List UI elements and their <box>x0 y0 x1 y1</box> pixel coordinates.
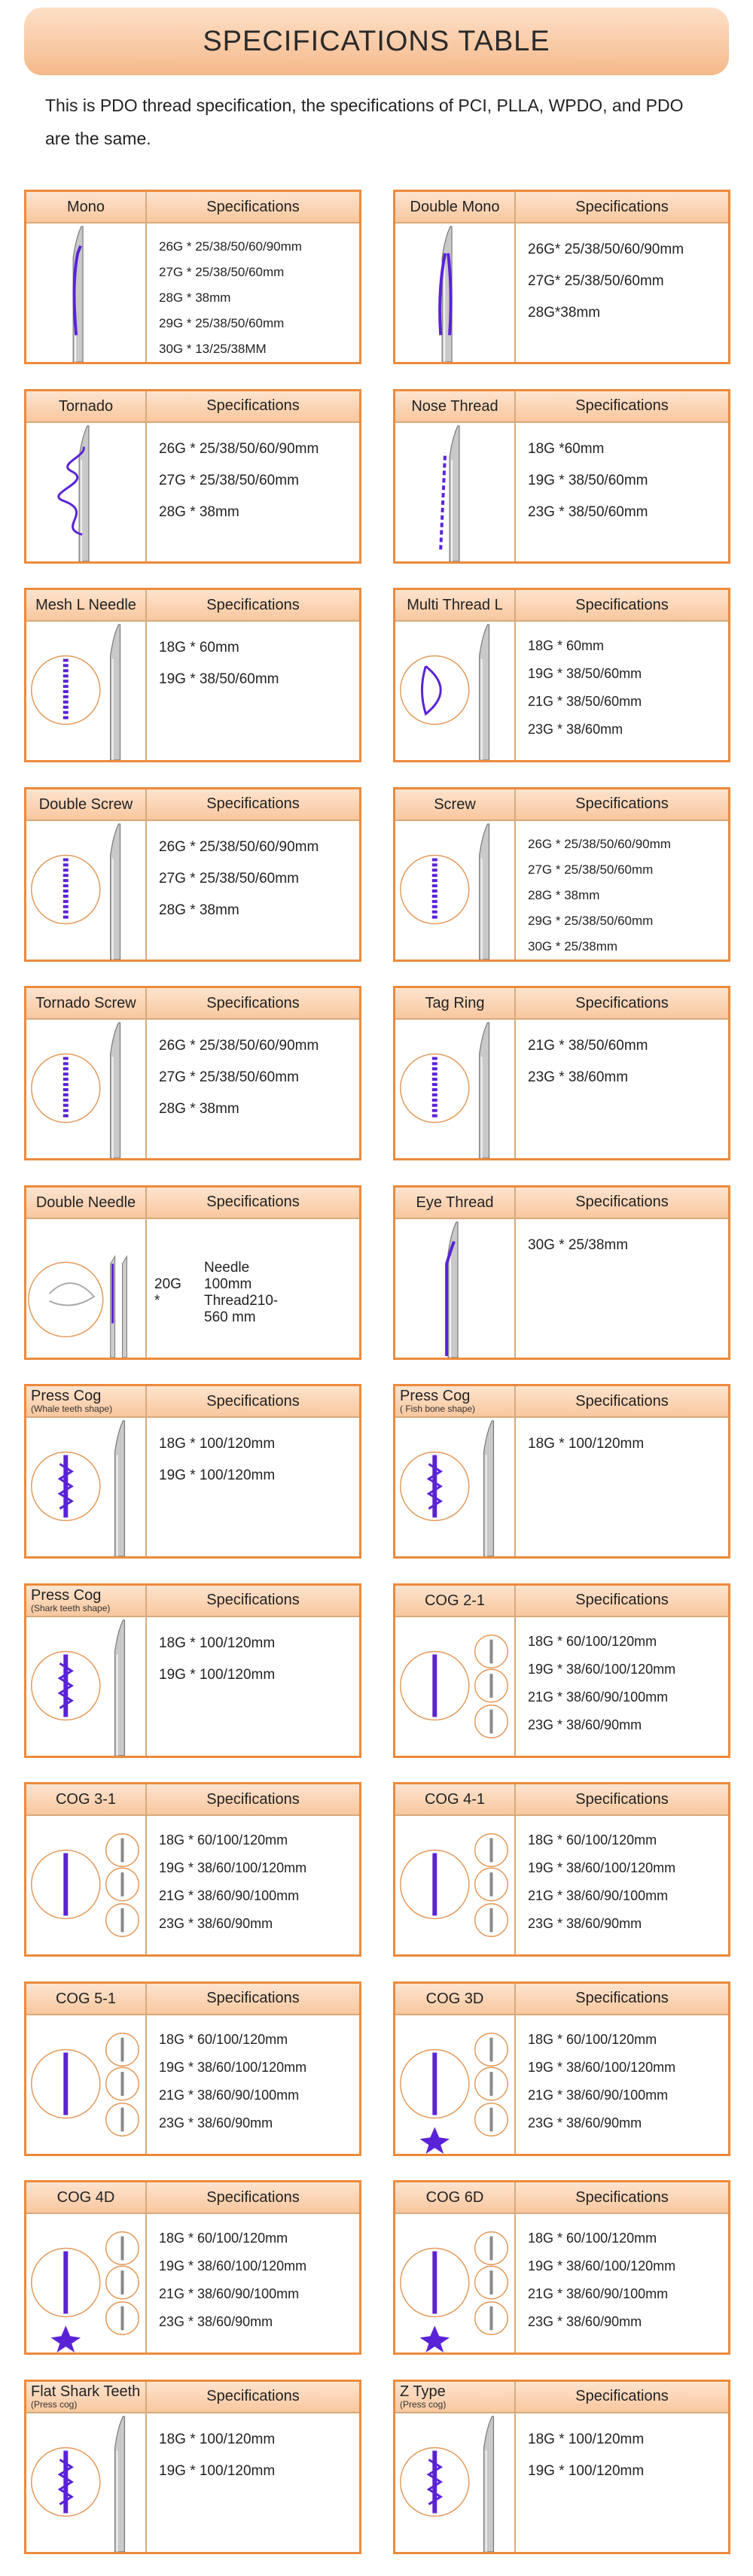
product-name: Multi Thread L <box>407 597 503 613</box>
spec-row: 19G * 100/120mm <box>159 1467 276 1483</box>
spec-rows <box>528 632 724 744</box>
spec-row: 28G * 38mm <box>528 887 600 902</box>
spec-row: 27G * 25/38/50/60mm <box>528 862 654 877</box>
spec-row: 27G * 25/38/50/60mm <box>159 472 299 488</box>
spec-row: 26G * 25/38/50/60/90mm <box>159 440 319 457</box>
product-image-cell <box>395 1020 516 1158</box>
spec-rows <box>528 1030 724 1093</box>
thread-illustration <box>395 1219 514 1358</box>
spec-card <box>393 2380 730 2554</box>
spec-row: 27G* 25/38/50/60mm <box>528 273 664 289</box>
page-title: SPECIFICATIONS TABLE <box>203 25 550 57</box>
product-subtitle: (Shark teeth shape) <box>31 1602 111 1613</box>
product-name: Press Cog <box>31 1586 102 1604</box>
product-image-cell <box>395 423 516 561</box>
thread-illustration <box>395 1020 514 1158</box>
spec-row: 18G * 60/100/120mm <box>159 2231 288 2246</box>
spec-card <box>393 1384 730 1559</box>
spec-row: 21G * 38/60/90/100mm <box>159 1888 300 1903</box>
thread-illustration <box>395 622 514 760</box>
spec-row: 23G * 38/60/90mm <box>528 2115 642 2130</box>
product-name-cell <box>395 391 516 423</box>
specifications-header: Specifications <box>516 789 728 821</box>
spec-row: 28G*38mm <box>528 305 601 321</box>
specifications-header: Specifications <box>147 789 359 821</box>
specifications-header: Specifications <box>516 1188 728 1219</box>
spec-rows <box>528 1428 724 1460</box>
specifications-header: Specifications <box>516 2382 728 2413</box>
thread-illustration <box>26 1219 145 1358</box>
product-name-cell <box>395 1586 516 1617</box>
spec-rows <box>528 1230 724 1261</box>
product-name: Double Needle <box>35 1194 136 1211</box>
spec-row: 18G * 60mm <box>159 640 239 655</box>
product-name: Flat Shark Teeth <box>31 2383 141 2400</box>
product-image-cell <box>26 2214 147 2352</box>
product-image-cell <box>26 2413 147 2552</box>
product-name: COG 3-1 <box>55 1791 117 1808</box>
product-name: COG 6D <box>425 2189 484 2206</box>
spec-row: 18G * 100/120mm <box>159 1436 276 1452</box>
specifications-header: Specifications <box>516 1386 728 1418</box>
specifications-header: Specifications <box>147 391 359 423</box>
specifications-header: Specifications <box>516 391 728 423</box>
specifications-header: Specifications <box>516 590 728 622</box>
spec-card <box>393 1185 730 1360</box>
product-image-cell <box>395 821 516 960</box>
spec-row: 23G * 38/60/90mm <box>159 2314 273 2329</box>
spec-card <box>24 787 361 962</box>
spec-row: 18G * 100/120mm <box>159 1635 276 1651</box>
product-name: Double Screw <box>38 795 133 813</box>
spec-row: 18G * 100/120mm <box>528 2431 645 2447</box>
spec-row: 21G * 38/60/90/100mm <box>528 2286 669 2301</box>
product-name-cell <box>26 1984 147 2015</box>
product-image-cell <box>395 2413 516 2552</box>
product-name-cell <box>26 1188 147 1219</box>
spec-row: 23G * 38/60/90mm <box>159 1916 273 1931</box>
product-name-cell <box>395 1386 516 1418</box>
spec-rows <box>159 1030 355 1125</box>
thread-illustration <box>395 2413 514 2552</box>
product-image-cell <box>395 2214 516 2352</box>
product-image-cell <box>26 1418 147 1556</box>
spec-row: 18G * 60/100/120mm <box>159 2031 288 2047</box>
thread-illustration <box>395 1418 514 1556</box>
spec-row: 19G * 38/60/100/120mm <box>528 2258 676 2273</box>
spec-row: 26G * 25/38/50/60/90mm <box>159 838 319 855</box>
specifications-header: Specifications <box>147 1586 359 1617</box>
spec-rows <box>159 832 355 926</box>
specifications-header: Specifications <box>516 1984 728 2015</box>
spec-row: 21G * 38/60/90/100mm <box>528 1888 669 1903</box>
thread-illustration <box>26 2015 145 2154</box>
product-name: Press Cog <box>400 1388 471 1404</box>
specifications-header: Specifications <box>516 192 728 224</box>
product-name-cell <box>26 988 147 1020</box>
spec-row: 23G * 38/50/60mm <box>528 503 648 520</box>
product-subtitle: (Press cog) <box>31 2398 78 2410</box>
spec-card <box>24 1384 361 1559</box>
product-name: COG 5-1 <box>55 1990 117 2007</box>
product-name-cell <box>395 1784 516 1816</box>
spec-row: 19G * 100/120mm <box>528 2462 645 2479</box>
spec-row: 19G * 38/60/100/120mm <box>528 1860 676 1875</box>
spec-row: 30G * 25/38mm <box>528 938 618 953</box>
spec-row: 19G * 38/60/100/120mm <box>159 2059 307 2075</box>
product-subtitle: (Whale teeth shape) <box>31 1404 113 1414</box>
product-name-cell <box>395 1188 516 1219</box>
spec-card <box>24 389 361 564</box>
product-image-cell <box>26 821 147 960</box>
spec-card <box>24 190 361 364</box>
spec-rows <box>159 2225 355 2336</box>
specifications-header: Specifications <box>147 2182 359 2214</box>
spec-card <box>393 1583 730 1758</box>
spec-row: 18G * 60/100/120mm <box>528 2231 657 2246</box>
product-name: Press Cog <box>31 1388 102 1404</box>
spec-row: 18G * 60/100/120mm <box>159 1832 288 1848</box>
spec-row: 26G * 25/38/50/60/90mm <box>159 1038 319 1054</box>
spec-rows <box>159 433 355 528</box>
spec-row: Needle 100mm <box>204 1259 252 1292</box>
spec-row: 19G * 38/60/100/120mm <box>528 1661 676 1677</box>
spec-row: 28G * 38mm <box>159 290 231 305</box>
spec-rows <box>528 2424 724 2487</box>
intro-text: This is PDO thread specification, the specifications of PCI, PLLA, WPDO, and PDO are the same. <box>45 96 684 148</box>
thread-illustration <box>26 622 145 760</box>
product-name: Z Type <box>400 2383 446 2400</box>
thread-illustration <box>26 1020 145 1158</box>
spec-row: Thread210-560 mm <box>204 1292 279 1325</box>
product-name-cell <box>26 1386 147 1418</box>
product-name: Screw <box>434 795 476 813</box>
product-name: COG 4-1 <box>424 1791 486 1808</box>
spec-row: 19G * 38/60/100/120mm <box>528 2059 676 2075</box>
spec-rows <box>528 433 724 528</box>
product-name-cell <box>395 2182 516 2214</box>
spec-row: 18G * 100/120mm <box>528 1436 645 1452</box>
spec-row: 23G * 38/60/90mm <box>528 1916 642 1931</box>
product-subtitle: (Press cog) <box>400 2398 447 2410</box>
spec-rows <box>159 1428 355 1492</box>
spec-row: 29G * 25/38/50/60mm <box>528 913 654 928</box>
spec-card <box>393 2180 730 2355</box>
spec-card <box>24 1583 361 1758</box>
thread-illustration <box>26 2413 145 2552</box>
spec-card <box>393 1981 730 2156</box>
product-image-cell <box>395 1617 516 1756</box>
product-name: COG 4D <box>56 2189 115 2206</box>
specifications-header: Specifications <box>147 988 359 1020</box>
thread-illustration <box>395 821 514 960</box>
title-banner <box>24 8 729 75</box>
product-name: COG 3D <box>425 1990 484 2007</box>
spec-row: 18G * 60/100/120mm <box>528 2031 657 2047</box>
product-image-cell <box>395 2015 516 2154</box>
thread-illustration <box>395 224 514 362</box>
spec-row: 23G * 38/60/90mm <box>528 2314 642 2329</box>
product-image-cell <box>26 1219 147 1358</box>
spec-rows <box>159 2424 355 2487</box>
spec-row: 19G * 38/50/60mm <box>528 472 648 488</box>
specifications-header: Specifications <box>147 2382 359 2413</box>
product-name: Mesh L Needle <box>35 597 136 613</box>
spec-row: 29G * 25/38/50/60mm <box>159 316 285 330</box>
product-image-cell <box>395 622 516 760</box>
spec-card <box>393 190 730 364</box>
spec-rows <box>528 234 724 329</box>
spec-card <box>24 588 361 762</box>
product-name-cell <box>395 2382 516 2413</box>
spec-card <box>393 389 730 564</box>
thread-illustration <box>26 821 145 960</box>
spec-card <box>24 1981 361 2156</box>
product-image-cell <box>26 423 147 561</box>
spec-rows <box>159 234 355 362</box>
product-subtitle: ( Fish bone shape) <box>400 1404 476 1414</box>
spec-card <box>24 1782 361 1957</box>
product-name: Tornado <box>58 397 114 415</box>
product-name-cell <box>395 789 516 821</box>
product-name-cell <box>26 2182 147 2214</box>
spec-row: 18G * 100/120mm <box>159 2431 276 2447</box>
product-name-cell <box>395 590 516 622</box>
spec-row: 27G * 25/38/50/60mm <box>159 1069 299 1085</box>
product-image-cell <box>26 1020 147 1158</box>
product-image-cell <box>26 1816 147 1954</box>
product-name: Tag Ring <box>425 995 485 1011</box>
thread-illustration <box>395 1617 514 1756</box>
spec-row: 19G * 38/60/100/120mm <box>159 1860 307 1875</box>
spec-row: 30G * 13/25/38MM <box>159 342 267 356</box>
product-name: Mono <box>66 199 105 215</box>
product-name: Nose Thread <box>411 397 498 415</box>
thread-illustration <box>26 1816 145 1954</box>
product-name-cell <box>26 192 147 224</box>
product-image-cell <box>26 224 147 362</box>
spec-card <box>393 1782 730 1957</box>
spec-row: 21G * 38/60/90/100mm <box>159 2087 300 2103</box>
spec-card <box>393 787 730 962</box>
thread-illustration <box>395 423 514 561</box>
specifications-header: Specifications <box>516 2182 728 2214</box>
specifications-header: Specifications <box>147 1784 359 1816</box>
spec-rows <box>159 1628 355 1691</box>
product-image-cell <box>26 1617 147 1756</box>
spec-row: 19G * 38/50/60mm <box>159 671 279 687</box>
product-name-cell <box>395 192 516 224</box>
spec-card <box>393 588 730 762</box>
spec-rows <box>528 1826 724 1938</box>
spec-row: 26G* 25/38/50/60/90mm <box>528 242 684 257</box>
specifications-header: Specifications <box>147 1386 359 1418</box>
spec-row: 18G * 60/100/120mm <box>528 1633 657 1649</box>
product-name-cell <box>26 2382 147 2413</box>
product-name-cell <box>26 789 147 821</box>
product-image-cell <box>395 1816 516 1954</box>
spec-row: 18G * 60mm <box>528 638 605 653</box>
thread-illustration <box>26 224 145 362</box>
spec-row: 19G * 38/50/60mm <box>528 666 642 681</box>
product-name-cell <box>26 1784 147 1816</box>
spec-card <box>393 986 730 1160</box>
thread-illustration <box>395 2214 514 2352</box>
spec-row: 19G * 100/120mm <box>159 2462 276 2479</box>
product-image-cell <box>26 2015 147 2154</box>
spec-card <box>24 986 361 1160</box>
spec-card <box>24 1185 361 1360</box>
spec-row: 21G * 38/50/60mm <box>528 1038 648 1054</box>
product-name: Tornado Screw <box>35 995 136 1011</box>
spec-row: 23G * 38/60mm <box>528 1069 629 1085</box>
spec-row: 21G * 38/60/90/100mm <box>528 1689 669 1705</box>
spec-row: 23G * 38/60mm <box>528 722 623 737</box>
thread-illustration <box>26 2214 145 2352</box>
spec-card <box>24 2180 361 2355</box>
thread-illustration <box>395 2015 514 2154</box>
spec-row: 26G * 25/38/50/60/90mm <box>528 836 671 851</box>
spec-card <box>24 2380 361 2554</box>
spec-rows <box>528 2225 724 2336</box>
product-name: Double Mono <box>410 199 500 215</box>
specifications-header: Specifications <box>147 192 359 224</box>
spec-row: 19G * 38/60/100/120mm <box>159 2258 307 2273</box>
product-name-cell <box>26 1586 147 1617</box>
spec-rows <box>528 832 724 960</box>
thread-illustration <box>26 423 145 561</box>
spec-row: 21G * 38/50/60mm <box>528 694 642 709</box>
product-image-cell <box>395 1219 516 1358</box>
spec-rows <box>528 2026 724 2137</box>
spec-row: 21G * 38/60/90/100mm <box>528 2087 669 2103</box>
spec-row: 27G * 25/38/50/60mm <box>159 870 299 887</box>
specifications-header: Specifications <box>147 1188 359 1219</box>
spec-rows <box>159 1826 355 1938</box>
specifications-header: Specifications <box>516 1784 728 1816</box>
product-name-cell <box>26 391 147 423</box>
product-name-cell <box>395 1984 516 2015</box>
spec-row: 18G *60mm <box>528 440 605 457</box>
spec-row: 28G * 38mm <box>159 902 239 918</box>
spec-row: 23G * 38/60/90mm <box>159 2115 273 2130</box>
spec-row: 19G * 100/120mm <box>159 1666 276 1683</box>
specifications-header: Specifications <box>516 1586 728 1617</box>
product-image-cell <box>395 224 516 362</box>
product-image-cell <box>395 1418 516 1556</box>
thread-illustration <box>26 1617 145 1756</box>
spec-row: 27G * 25/38/50/60mm <box>159 265 285 279</box>
spec-rows <box>159 632 355 695</box>
spec-row: 28G * 38mm <box>159 503 239 520</box>
spec-row: 23G * 38/60/90mm <box>528 1717 642 1732</box>
product-name-cell <box>26 590 147 622</box>
thread-illustration <box>26 1418 145 1556</box>
specifications-header: Specifications <box>147 1984 359 2015</box>
product-name: COG 2-1 <box>424 1592 486 1609</box>
spec-row: 30G * 25/38mm <box>528 1236 629 1253</box>
specifications-header: Specifications <box>516 988 728 1020</box>
spec-prefix: 20G * <box>154 1276 181 1309</box>
thread-illustration <box>395 1816 514 1954</box>
product-name: Eye Thread <box>416 1194 494 1211</box>
spec-rows <box>159 2026 355 2137</box>
spec-row: 21G * 38/60/90/100mm <box>159 2286 300 2301</box>
spec-row: 18G * 60/100/120mm <box>528 1832 657 1848</box>
spec-row: 28G * 38mm <box>159 1101 239 1117</box>
product-image-cell <box>26 622 147 760</box>
product-name-cell <box>395 988 516 1020</box>
spec-rows <box>528 1628 724 1739</box>
specifications-header: Specifications <box>147 590 359 622</box>
spec-row: 26G * 25/38/50/60/90mm <box>159 239 302 254</box>
